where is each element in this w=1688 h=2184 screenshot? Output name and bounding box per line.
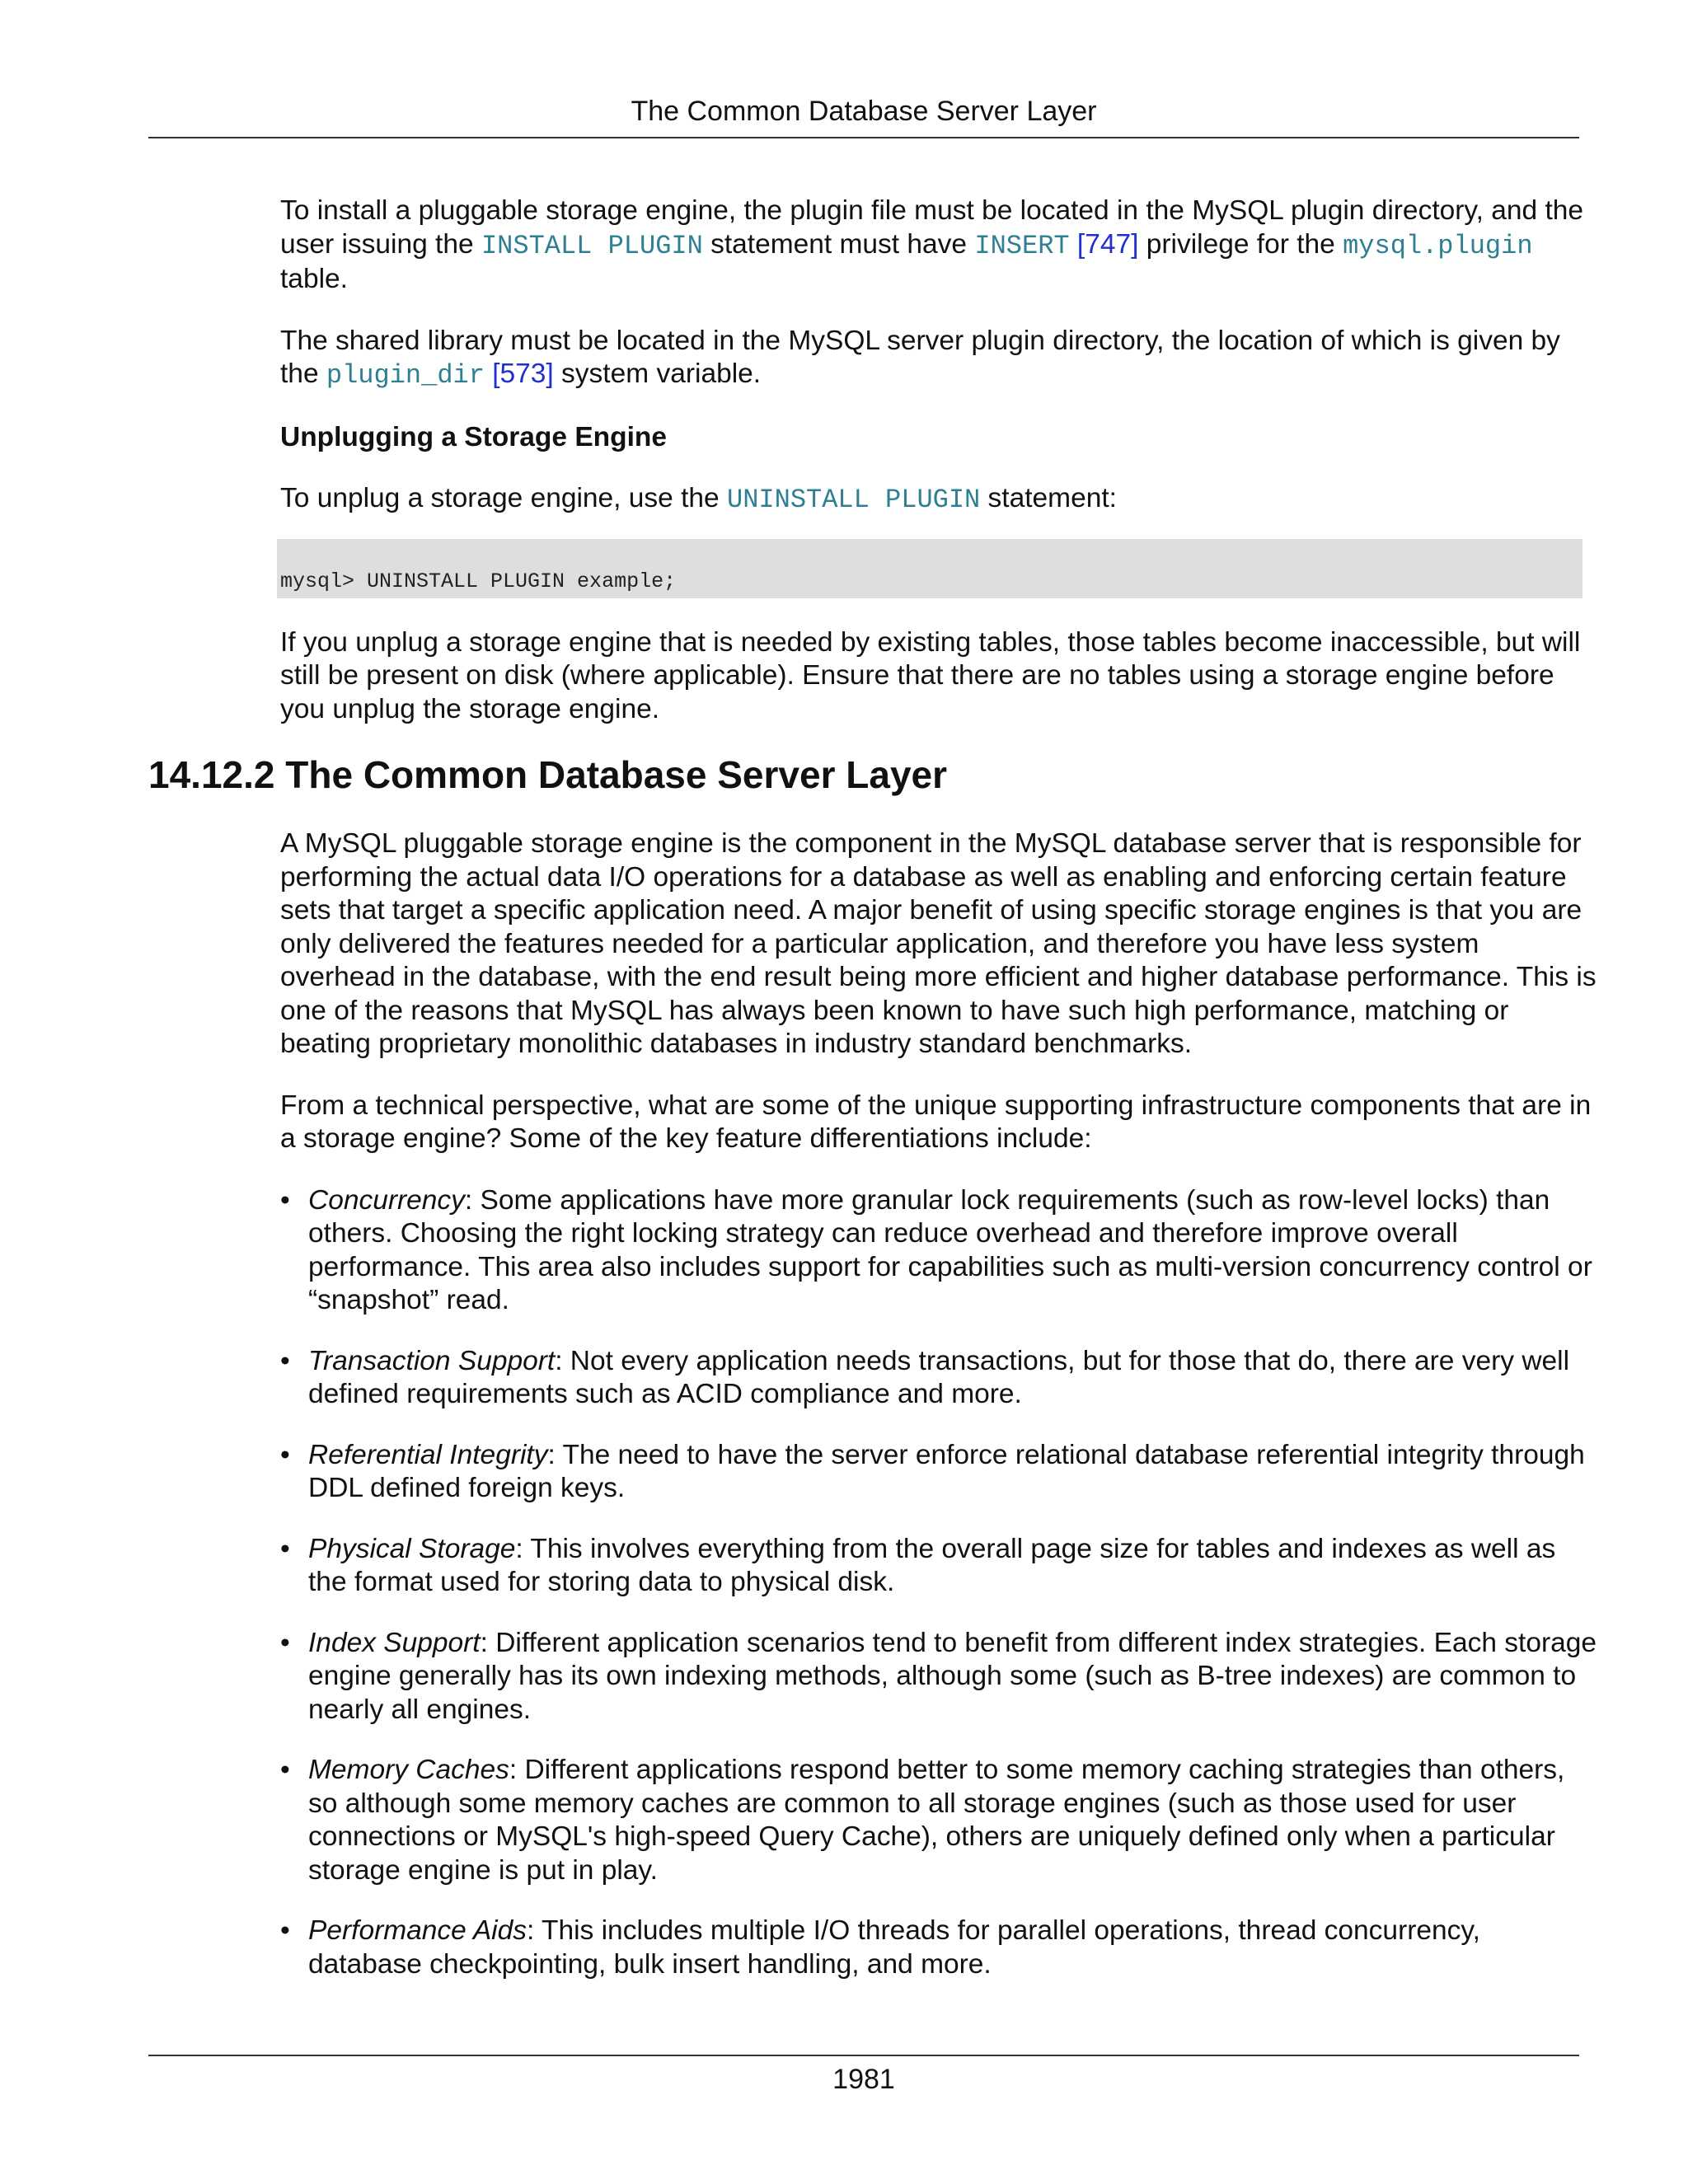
xref-573-link[interactable]: [573] [492, 359, 554, 389]
subheading-unplugging: Unplugging a Storage Engine [280, 421, 667, 452]
bullet: • [280, 1915, 290, 1946]
text: privilege for the [1138, 228, 1343, 260]
description: : Some applications have more granular lock requirements (such as row-level locks) than others. Choosing the right locking strategy can reduce overhead and therefore improve overall performance. This area also includes support for capabilities such as multi-version concurrency control or “snapshot” read. [308, 1184, 1592, 1315]
bullet: • [280, 1627, 290, 1658]
term: Referential Integrity [308, 1439, 548, 1470]
page-number: 1981 [832, 2064, 895, 2095]
code-mysql-plugin-link[interactable]: mysql.plugin [1343, 230, 1533, 261]
code-block [277, 539, 1582, 598]
paragraph-shared-library [280, 325, 1599, 393]
xref-747-link[interactable]: [747] [1076, 228, 1139, 260]
term: Memory Caches [308, 1755, 509, 1785]
list-item [280, 1627, 1599, 1727]
paragraph-engine-overview: A MySQL pluggable storage engine is the component in the MySQL database server that is responsible for performing the actual data I/O operations for a database as well as enabling and enforcing certain feature sets that target a specific application need. A major benefit of using specific storage engines is that you are only delivered the features needed for a particular application, and therefore you have less system overhead in the database, with the end result being more efficient and higher database performance. This is one of the reasons that MySQL has always been known to have such high performance, matching or beating proprietary monolithic databases in industry standard benchmarks. [280, 828, 1597, 1059]
paragraph-unplug [280, 482, 1599, 518]
text: To install a pluggable storage engine, the plugin file must be located in the MySQL plugin directory, and the user issuing the [280, 195, 1584, 260]
list-item [280, 1184, 1599, 1318]
list-item [280, 1754, 1599, 1887]
description: : This includes multiple I/O threads for parallel operations, thread concurrency, database checkpointing, bulk insert handling, and more. [308, 1915, 1480, 1980]
text [1070, 229, 1077, 260]
code-uninstall-plugin-link[interactable]: UNINSTALL PLUGIN [727, 485, 981, 515]
feature-list [280, 1184, 1599, 1982]
text: To unplug a storage engine, use the [280, 483, 727, 513]
list-item [280, 1915, 1599, 1981]
list-item [280, 1439, 1599, 1506]
text [485, 359, 492, 389]
list-item [280, 1345, 1599, 1412]
description: : Not every application needs transactions, but for those that do, there are very well defined requirements such as ACID compliance and more. [308, 1345, 1570, 1409]
intro-content [280, 194, 1599, 726]
code-install-plugin-link[interactable]: INSTALL PLUGIN [481, 230, 703, 261]
running-header: The Common Database Server Layer [631, 96, 1097, 127]
paragraph-technical-perspective: From a technical perspective, what are some of the unique supporting infrastructure components that are in a storage engine? Some of the key feature differentiations include: [280, 1090, 1592, 1154]
section-heading: 14.12.2 The Common Database Server Layer [148, 753, 948, 796]
term: Index Support [308, 1627, 481, 1658]
footer-rule [148, 2055, 1579, 2056]
text: table. [280, 264, 348, 294]
code-plugin-dir-link[interactable]: plugin_dir [326, 360, 485, 391]
text: system variable. [553, 359, 762, 389]
description: : The need to have the server enforce relational database referential integrity through DDL defined foreign keys. [308, 1439, 1585, 1503]
header-rule [148, 137, 1579, 138]
term: Physical Storage [308, 1533, 516, 1564]
text: The shared library must be located in the MySQL server plugin directory, the location of which is given by the [280, 325, 1560, 389]
term: Performance Aids [308, 1915, 528, 1946]
bullet: • [280, 1345, 290, 1376]
term: Concurrency [308, 1184, 465, 1216]
bullet: • [280, 1533, 290, 1564]
section-content [280, 827, 1599, 2008]
paragraph-unplug-warning: If you unplug a storage engine that is needed by existing tables, those tables become inaccessible, but will still be present on disk (where applicable). Ensure that there are no tables using a storage engine before you unplug the storage engine. [280, 626, 1581, 724]
paragraph-install-plugin [280, 194, 1599, 297]
bullet: • [280, 1439, 290, 1470]
text: statement must have [702, 228, 975, 260]
description: : Different application scenarios tend to benefit from different index strategies. Each storage engine generally has its own indexing methods, although some (such as B-tree indexes) are common to nearly all engines. [308, 1627, 1597, 1725]
description: : This involves everything from the overall page size for tables and indexes as well as the format used for storing data to physical disk. [308, 1533, 1556, 1597]
code-line: mysql> UNINSTALL PLUGIN example; [280, 569, 677, 593]
bullet: • [280, 1755, 290, 1785]
code-insert-link[interactable]: INSERT [974, 230, 1070, 261]
description: : Different applications respond better to some memory caching strategies than others, so although some memory caches are common to all storage engines (such as those used for user connections or MySQL's high-speed Query Cache), others are uniquely defined only when a particular storage engine is put in play. [308, 1755, 1565, 1886]
text: statement: [980, 483, 1117, 513]
bullet: • [280, 1184, 290, 1216]
term: Transaction Support [308, 1345, 556, 1376]
list-item [280, 1533, 1599, 1600]
